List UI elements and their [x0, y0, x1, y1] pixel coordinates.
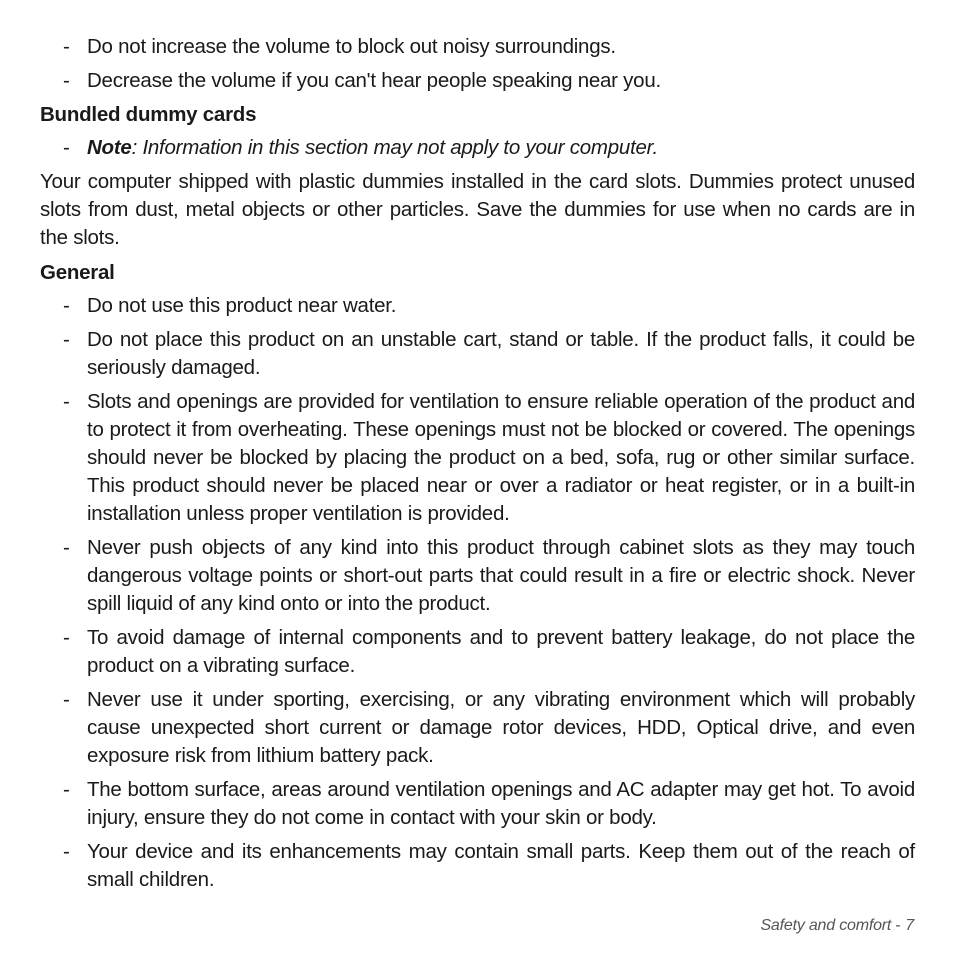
list-item-text: Never push objects of any kind into this product through cabinet slots as they may touch dangerous voltage points or short-out parts that could result in a fire or electric shock. Never spill liquid of any kind onto or into the product.: [87, 536, 915, 615]
list-item: [40, 292, 915, 320]
note-text: : Information in this section may not apply to your computer.: [131, 136, 658, 159]
page-number: 7: [905, 917, 914, 934]
list-item: [40, 67, 915, 95]
list-item-text: To avoid damage of internal components and to prevent battery leakage, do not place the product on a vibrating surface.: [87, 626, 915, 677]
list-item-text: Do not place this product on an unstable cart, stand or table. If the product falls, it could be seriously damaged.: [87, 328, 915, 379]
bullet-dash: -: [63, 536, 70, 559]
bullet-dash: -: [63, 688, 70, 711]
list-item: [40, 388, 915, 528]
paragraph-bundled: Your computer shipped with plastic dummies installed in the card slots. Dummies protect unused slots from dust, metal objects or other particles. Save the dummies for use when no cards are in the slots.: [40, 170, 915, 249]
list-item: [40, 838, 915, 894]
list-item: [40, 33, 915, 61]
list-item: [40, 776, 915, 832]
list-item: [40, 326, 915, 382]
note-item: [40, 134, 915, 162]
section-heading-general: General: [40, 261, 115, 284]
bullet-dash: -: [63, 328, 70, 351]
list-item-text: Do not increase the volume to block out noisy surroundings.: [87, 35, 616, 58]
bullet-dash: -: [63, 778, 70, 801]
list-item: [40, 534, 915, 618]
list-item-text: Your device and its enhancements may contain small parts. Keep them out of the reach of small children.: [87, 840, 915, 891]
list-item-text: Slots and openings are provided for ventilation to ensure reliable operation of the product and to protect it from overheating. These openings must not be blocked or covered. The openings should never be blocked by placing the product on a bed, sofa, rug or other similar surface. This product should never be placed near or over a radiator or heat register, or in a built-in installation unless proper ventilation is provided.: [87, 390, 915, 525]
note-label: Note: [87, 136, 132, 159]
list-item-text: Do not use this product near water.: [87, 294, 397, 317]
bullet-dash: -: [63, 69, 70, 92]
list-item: [40, 686, 915, 770]
bullet-dash: -: [63, 390, 70, 413]
list-item-text: The bottom surface, areas around ventilation openings and AC adapter may get hot. To avoid injury, ensure they do not come in contact with your skin or body.: [87, 778, 915, 829]
document-page: [40, 33, 915, 900]
footer-separator: -: [895, 917, 901, 934]
section-heading-bundled: Bundled dummy cards: [40, 103, 257, 126]
bullet-dash: -: [63, 840, 70, 863]
bullet-dash: -: [63, 626, 70, 649]
bullet-dash: -: [63, 294, 70, 317]
bullet-dash: -: [63, 136, 70, 159]
list-item: [40, 624, 915, 680]
list-item-text: Never use it under sporting, exercising, or any vibrating environment which will probably cause unexpected short current or damage rotor devices, HDD, Optical drive, and even exposure risk from lithium battery pack.: [87, 688, 915, 767]
list-item-text: Decrease the volume if you can't hear people speaking near you.: [87, 69, 661, 92]
footer-section-title: Safety and comfort: [760, 917, 892, 934]
page-footer: [760, 917, 914, 935]
bullet-dash: -: [63, 35, 70, 58]
